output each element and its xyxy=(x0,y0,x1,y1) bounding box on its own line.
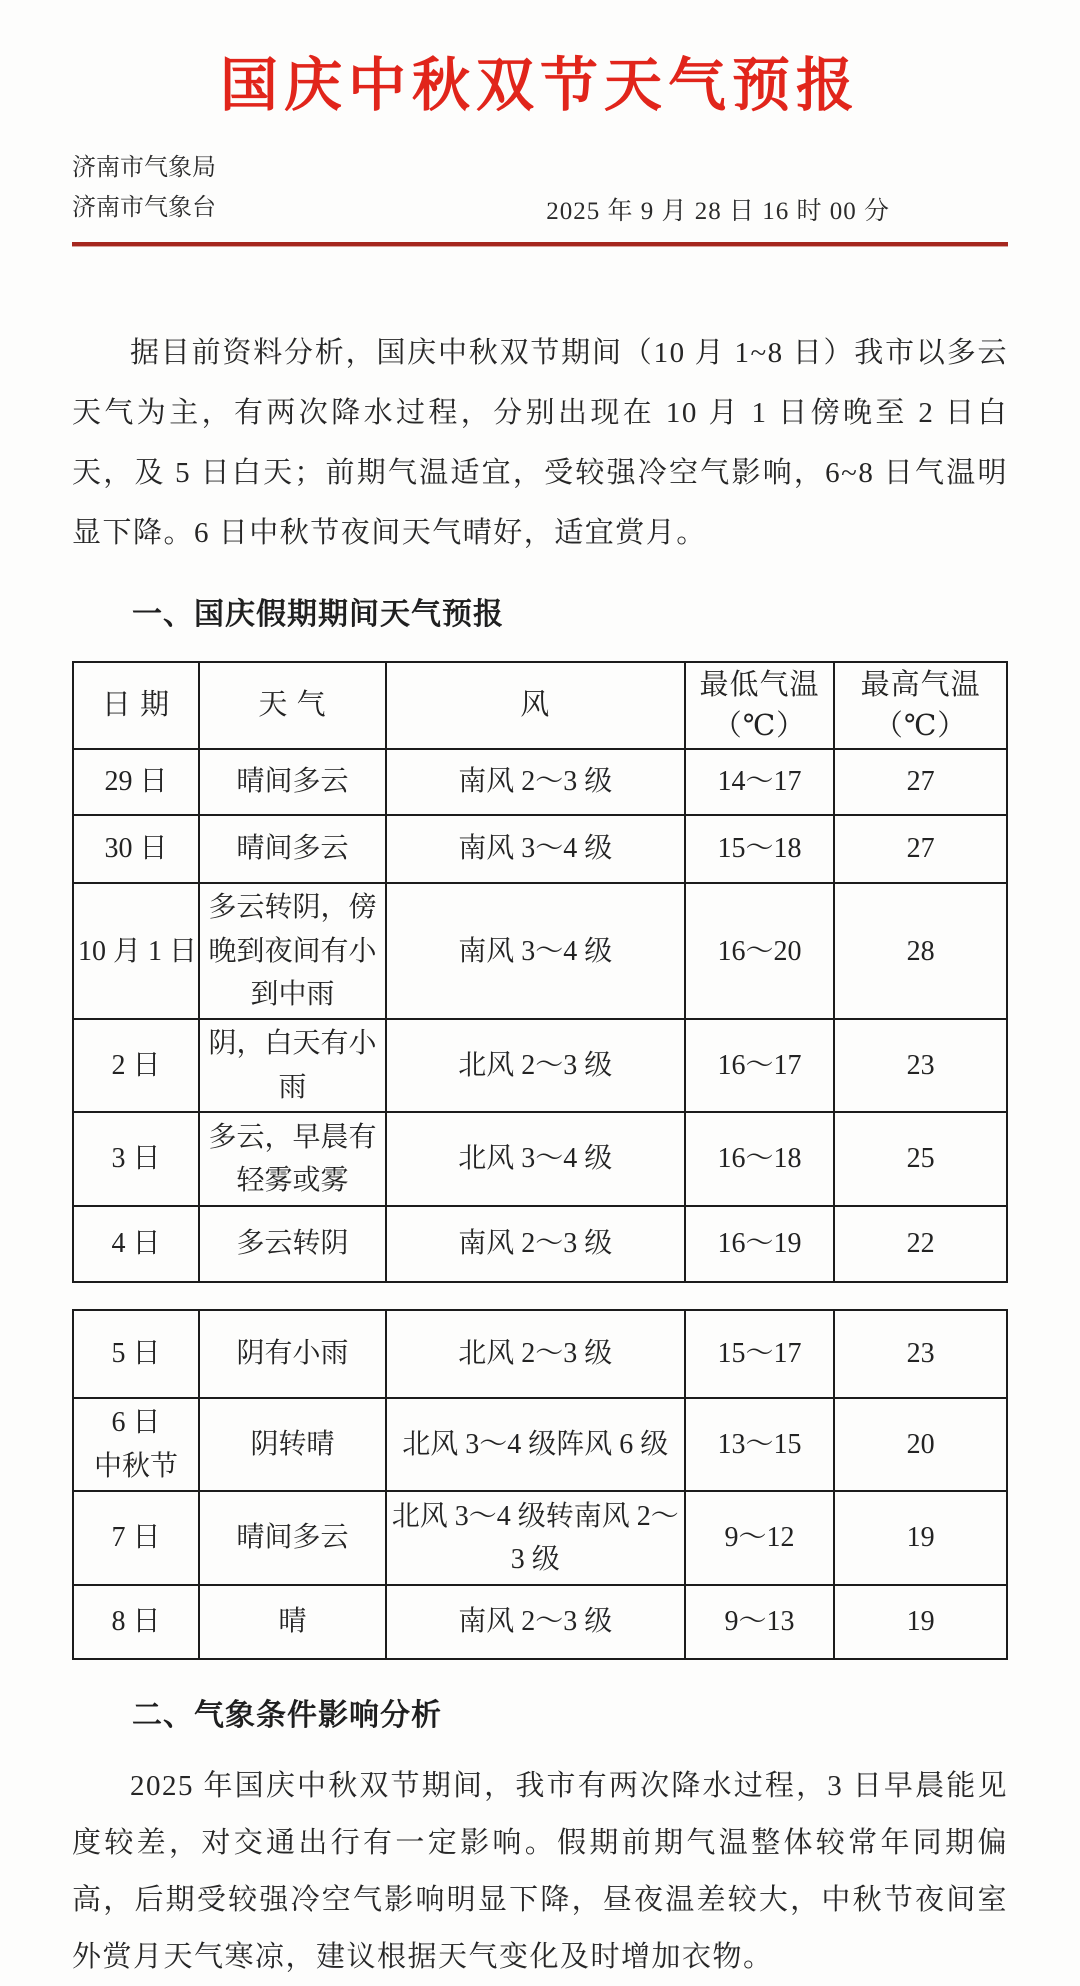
header-tmax-label: 最高气温 xyxy=(860,669,981,701)
date-cell xyxy=(73,1112,199,1206)
wind-cell: 南风 2～3 级 xyxy=(386,749,685,815)
tmin-cell: 16～20 xyxy=(685,883,834,1019)
date-cell xyxy=(73,749,199,815)
table-header-row xyxy=(73,662,1007,749)
wind-cell: 南风 2～3 级 xyxy=(386,1585,685,1659)
tmin-cell: 9～13 xyxy=(685,1585,834,1659)
wind-cell: 北风 3～4 级转南风 2～3 级 xyxy=(386,1491,685,1585)
wind-cell: 南风 3～4 级 xyxy=(386,815,685,883)
issuing-agencies xyxy=(72,148,216,228)
tmin-cell: 9～12 xyxy=(685,1491,834,1585)
date-text: 10 月 1 日 xyxy=(78,935,198,967)
tmin-cell: 15～17 xyxy=(685,1310,834,1398)
header-tmin-unit: （℃） xyxy=(712,709,807,742)
tmin-cell: 16～17 xyxy=(685,1019,834,1112)
tmax-cell: 27 xyxy=(834,749,1007,815)
tmax-cell: 23 xyxy=(834,1019,1007,1112)
tmax-cell: 23 xyxy=(834,1310,1007,1398)
forecast-table-part2 xyxy=(72,1309,1008,1660)
date-cell xyxy=(73,1019,199,1112)
header-tmin xyxy=(685,662,834,749)
weather-cell: 多云，早晨有轻雾或雾 xyxy=(199,1112,386,1206)
date-cell xyxy=(73,1491,199,1585)
table-row xyxy=(73,1398,1007,1491)
header-date: 日 期 xyxy=(73,662,199,749)
issue-datetime: 2025 年 9 月 28 日 16 时 00 分 xyxy=(546,198,890,225)
date-text: 5 日 xyxy=(111,1338,161,1370)
header-wind: 风 xyxy=(386,662,685,749)
tmin-cell: 15～18 xyxy=(685,815,834,883)
wind-cell: 南风 3～4 级 xyxy=(386,883,685,1019)
intro-paragraph: 据目前资料分析，国庆中秋双节期间（10 月 1~8 日）我市以多云天气为主，有两次降水过程，分别出现在 10 月 1 日傍晚至 2 日白天，及 5 日白天；前期气温适宜，受较强冷空气影响，6~8 日气温明显下降。6 日中秋节夜间天气晴好，适宜赏月。 xyxy=(72,337,1008,549)
table-row xyxy=(73,1206,1007,1282)
table-row xyxy=(73,883,1007,1019)
header-tmax xyxy=(834,662,1007,749)
date-text: 30 日 xyxy=(104,833,168,865)
date-text: 4 日 xyxy=(111,1228,161,1260)
table-row xyxy=(73,1585,1007,1659)
wind-cell: 北风 2～3 级 xyxy=(386,1310,685,1398)
tmin-cell: 13～15 xyxy=(685,1398,834,1491)
table-row xyxy=(73,1112,1007,1206)
agency-line-2: 济南市气象台 xyxy=(72,195,216,221)
section1-heading: 一、国庆假期期间天气预报 xyxy=(132,598,504,631)
header-weather: 天 气 xyxy=(199,662,386,749)
date-text: 6 日 xyxy=(111,1407,161,1439)
section2-heading: 二、气象条件影响分析 xyxy=(132,1698,442,1732)
tmax-cell: 28 xyxy=(834,883,1007,1019)
weather-cell: 阴，白天有小雨 xyxy=(199,1019,386,1112)
wind-cell: 北风 2～3 级 xyxy=(386,1019,685,1112)
wind-cell: 南风 2～3 级 xyxy=(386,1206,685,1282)
date-text: 29 日 xyxy=(104,766,168,798)
tmax-cell: 19 xyxy=(834,1585,1007,1659)
page-title: 国庆中秋双节天气预报 xyxy=(219,53,860,118)
wind-cell: 北风 3～4 级阵风 6 级 xyxy=(386,1398,685,1491)
tmax-cell: 20 xyxy=(834,1398,1007,1491)
tmax-cell: 25 xyxy=(834,1112,1007,1206)
agency-line-1: 济南市气象局 xyxy=(72,155,216,181)
document-meta xyxy=(72,148,1008,228)
header-divider xyxy=(72,242,1008,247)
date-cell xyxy=(73,1206,199,1282)
forecast-table-part1 xyxy=(72,661,1008,1283)
date-cell xyxy=(73,1310,199,1398)
tmax-cell: 19 xyxy=(834,1491,1007,1585)
date-text: 8 日 xyxy=(111,1606,161,1638)
tmax-cell: 27 xyxy=(834,815,1007,883)
date-subtext: 中秋节 xyxy=(94,1450,179,1482)
date-text: 7 日 xyxy=(111,1522,161,1554)
date-text: 2 日 xyxy=(111,1050,161,1082)
table-row xyxy=(73,1491,1007,1585)
date-cell xyxy=(73,1585,199,1659)
weather-cell: 晴间多云 xyxy=(199,749,386,815)
table-row xyxy=(73,1019,1007,1112)
tmax-cell: 22 xyxy=(834,1206,1007,1282)
tmin-cell: 16～19 xyxy=(685,1206,834,1282)
weather-cell: 阴有小雨 xyxy=(199,1310,386,1398)
table-row xyxy=(73,1310,1007,1398)
weather-cell: 晴间多云 xyxy=(199,815,386,883)
weather-cell: 晴 xyxy=(199,1585,386,1659)
header-tmin-label: 最低气温 xyxy=(699,669,820,701)
analysis-paragraph: 2025 年国庆中秋双节期间，我市有两次降水过程，3 日早晨能见度较差，对交通出行有一定影响。假期前期气温整体较常年同期偏高，后期受较强冷空气影响明显下降，昼夜温差较大，中秋节夜间室外赏月天气寒凉，建议根据天气变化及时增加衣物。 xyxy=(72,1769,1008,1973)
date-cell xyxy=(73,1398,199,1491)
weather-cell: 阴转晴 xyxy=(199,1398,386,1491)
tmin-cell: 16～18 xyxy=(685,1112,834,1206)
weather-cell: 多云转阴 xyxy=(199,1206,386,1282)
date-text: 3 日 xyxy=(111,1143,161,1175)
header-tmax-unit: （℃） xyxy=(873,709,968,742)
weather-cell: 晴间多云 xyxy=(199,1491,386,1585)
table-row xyxy=(73,749,1007,815)
tmin-cell: 14～17 xyxy=(685,749,834,815)
wind-cell: 北风 3～4 级 xyxy=(386,1112,685,1206)
date-cell xyxy=(73,815,199,883)
date-cell xyxy=(73,883,199,1019)
weather-cell: 多云转阴，傍晚到夜间有小到中雨 xyxy=(199,883,386,1019)
table-row xyxy=(73,815,1007,883)
